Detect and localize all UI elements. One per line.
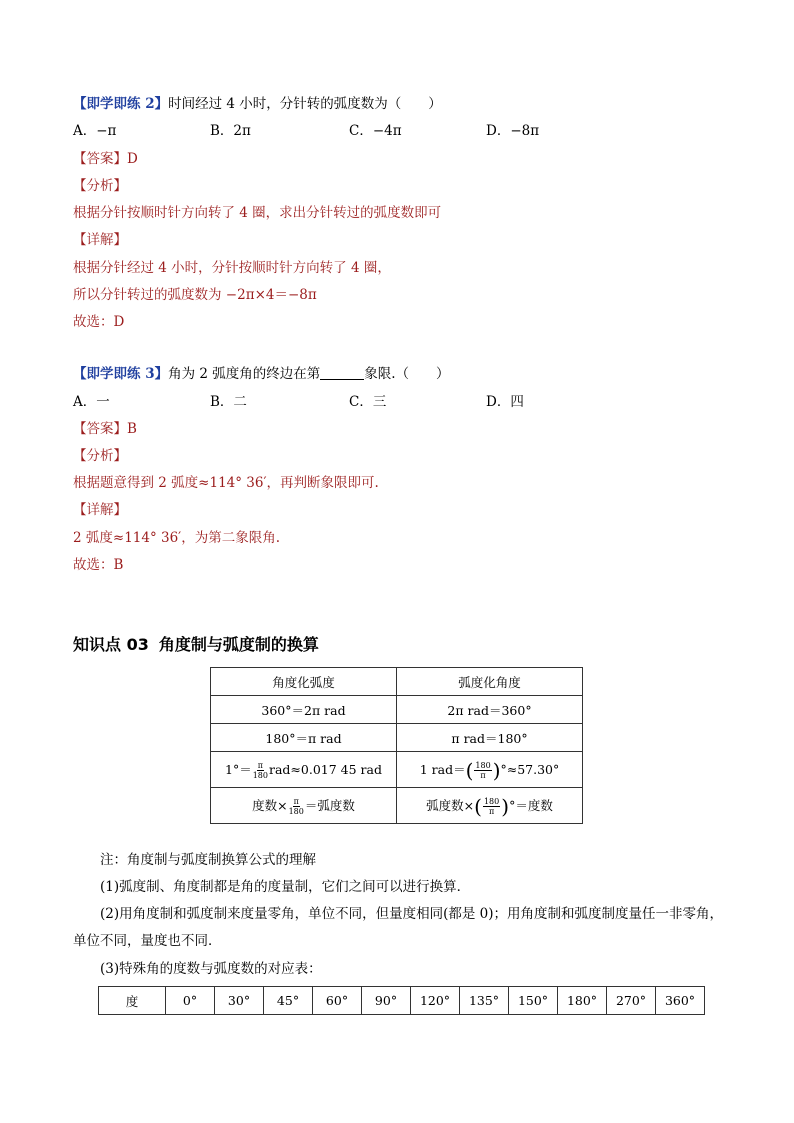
degree-cell: 120°: [411, 987, 460, 1015]
degree-cell: 150°: [509, 987, 558, 1015]
degree-cell: 60°: [313, 987, 362, 1015]
fraction-numerator: π: [257, 760, 263, 770]
degree-label-cell: 度: [99, 987, 166, 1015]
fraction-180-over-pi: [474, 761, 491, 780]
q3-choice: 故选：B: [73, 557, 124, 573]
q3-answer-label: 【答案】: [73, 421, 127, 437]
formula-text: rad≈0.017 45 rad: [269, 761, 382, 777]
q2-detail-line-2: 所以分针转过的弧度数为 −2π×4＝−8π: [73, 287, 317, 303]
q3-tag: 【即学即练 3】: [73, 366, 169, 382]
right-paren: ): [501, 794, 510, 818]
table-row: [211, 696, 583, 724]
fraction-180-over-pi: [483, 797, 500, 816]
q2-answer: [73, 149, 138, 169]
formula-text: ＝弧度数: [304, 797, 355, 813]
fraction-denominator: π: [480, 770, 486, 780]
section-heading: [73, 632, 319, 655]
q2-question-text: 时间经过 4 小时，分针转的弧度数为（ ）: [168, 96, 442, 112]
table-row: [211, 668, 583, 696]
q3-blank: [320, 365, 364, 380]
fraction-denominator: 180: [288, 806, 304, 816]
q2-answer-value: D: [127, 151, 138, 167]
formula-text: 1°＝: [225, 761, 252, 777]
table-row: [211, 752, 583, 788]
table-row: [211, 724, 583, 752]
q3-question-text-a: 角为 2 弧度角的终边在第: [168, 366, 321, 382]
q2-option-b: B．2π: [210, 123, 251, 139]
section-title: 角度制与弧度制的换算: [158, 635, 319, 654]
degree-cell: 360°: [656, 987, 705, 1015]
left-paren: (: [474, 794, 482, 818]
table-cell: [211, 788, 397, 824]
q2-question: [73, 94, 442, 114]
table-row: [211, 788, 583, 824]
table-header-cell: 弧度化角度: [397, 668, 583, 696]
q2-detail-line-1: 根据分针经过 4 小时，分针按顺时针方向转了 4 圈，: [73, 260, 391, 276]
right-paren: ): [492, 758, 501, 782]
q2-option-d: D．−8π: [486, 123, 540, 139]
fraction-pi-over-180: [253, 761, 268, 780]
fraction-denominator: π: [488, 806, 495, 816]
table-cell: [211, 752, 397, 788]
table-cell: 180°＝π rad: [211, 724, 397, 752]
table-cell: 360°＝2π rad: [211, 696, 397, 724]
table-cell: [397, 788, 583, 824]
fraction-denominator: 180: [252, 770, 268, 780]
formula-text: °≈57.30°: [500, 761, 560, 777]
degree-cell: 135°: [460, 987, 509, 1015]
formula-text: 1 rad＝: [419, 761, 466, 777]
q3-option-a: A．一: [73, 394, 110, 410]
q3-analysis-label: 【分析】: [73, 448, 127, 464]
degree-cell: 0°: [166, 987, 215, 1015]
q3-option-c: C．三: [349, 394, 387, 410]
table-header-cell: 角度化弧度: [211, 668, 397, 696]
note-3: (3)特殊角的度数与弧度数的对应表：: [100, 961, 322, 977]
table-cell: [397, 752, 583, 788]
q2-answer-label: 【答案】: [73, 151, 127, 167]
degree-cell: 270°: [607, 987, 656, 1015]
formula-text: 弧度数×: [426, 797, 475, 813]
degree-cell: 180°: [558, 987, 607, 1015]
q2-choice: 故选：D: [73, 314, 125, 330]
conversion-table: [210, 667, 583, 824]
note-title: 注：角度制与弧度制换算公式的理解: [100, 852, 316, 868]
q3-detail: 2 弧度≈114° 36′，为第二象限角.: [73, 530, 281, 546]
q2-analysis-label: 【分析】: [73, 178, 127, 194]
q3-option-b: B．二: [210, 394, 247, 410]
q3-detail-label: 【详解】: [73, 502, 127, 518]
q3-answer-value: B: [127, 421, 137, 437]
degree-cell: 30°: [215, 987, 264, 1015]
fraction-numerator: π: [293, 796, 299, 806]
fraction-numerator: 180: [475, 760, 491, 770]
note-2a: (2)用角度制和弧度制来度量零角，单位不同，但量度相同(都是 0)；用角度制和弧度制度量任一非零角，: [100, 906, 724, 922]
q2-option-a: A．−π: [73, 123, 117, 139]
note-1: (1)弧度制、角度制都是角的度量制，它们之间可以进行换算．: [100, 879, 471, 895]
degree-table: [98, 986, 705, 1015]
q3-answer: [73, 419, 137, 439]
fraction-numerator: 180: [483, 796, 500, 806]
q3-question: [73, 364, 450, 384]
table-cell: π rad＝180°: [397, 724, 583, 752]
section-number: 知识点 03: [73, 635, 149, 654]
q3-question-text-b: 象限.（ ）: [364, 366, 450, 382]
note-2b: 单位不同，量度也不同．: [73, 933, 222, 949]
table-row: [99, 987, 705, 1015]
fraction-pi-over-180: [289, 797, 304, 816]
q2-detail-label: 【详解】: [73, 232, 127, 248]
q3-analysis: 根据题意得到 2 弧度≈114° 36′，再判断象限即可.: [73, 475, 379, 491]
degree-cell: 90°: [362, 987, 411, 1015]
table-cell: 2π rad＝360°: [397, 696, 583, 724]
left-paren: (: [465, 758, 474, 782]
q2-option-c: C．−4π: [349, 123, 402, 139]
degree-cell: 45°: [264, 987, 313, 1015]
q3-option-d: D．四: [486, 394, 524, 410]
q2-tag: 【即学即练 2】: [73, 96, 169, 112]
q2-analysis: 根据分针按顺时针方向转了 4 圈，求出分针转过的弧度数即可: [73, 205, 442, 221]
formula-text: °＝度数: [509, 797, 553, 813]
formula-text: 度数×: [252, 797, 288, 813]
